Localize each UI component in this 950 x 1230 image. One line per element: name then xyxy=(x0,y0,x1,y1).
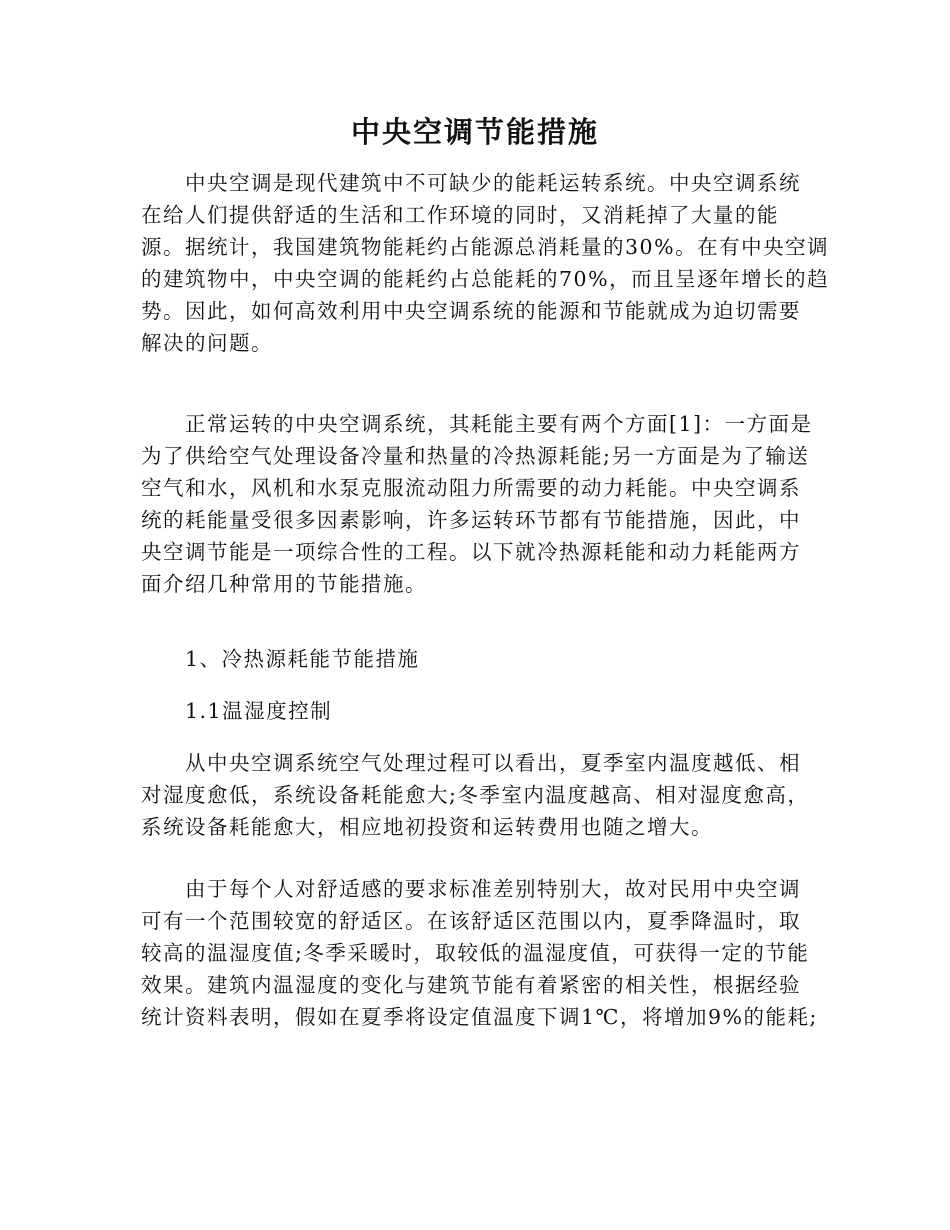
paragraph-1 xyxy=(141,167,830,359)
paragraph-4 xyxy=(141,873,818,1033)
paragraph-3 xyxy=(141,747,809,843)
heading-text: 1、冷热源耗能节能措施 xyxy=(185,647,420,671)
section-heading xyxy=(141,643,809,675)
paragraph-line: 效果。建筑内温湿度的变化与建筑节能有着紧密的相关性，根据经验 xyxy=(141,973,801,997)
paragraph-line: 对湿度愈低，系统设备耗能愈大;冬季室内温度越高、相对湿度愈高， xyxy=(141,783,810,807)
paragraph-line: 空气和水，风机和水泵克服流动阻力所需要的动力耗能。中央空调系 xyxy=(141,476,801,500)
paragraph-line: 的建筑物中，中央空调的能耗约占总能耗的70%，而且呈逐年增长的趋 xyxy=(141,267,830,291)
paragraph-line: 从中央空调系统空气处理过程可以看出，夏季室内温度越低、相 xyxy=(185,751,801,775)
paragraph-2 xyxy=(141,408,813,600)
document-title: 中央空调节能措施 xyxy=(350,115,599,149)
paragraph-line: 解决的问题。 xyxy=(141,331,273,355)
paragraph-line: 统计资料表明，假如在夏季将设定值温度下调1℃，将增加9%的能耗; xyxy=(141,1005,818,1029)
paragraph-line: 面介绍几种常用的节能措施。 xyxy=(141,572,427,596)
paragraph-line: 央空调节能是一项综合性的工程。以下就冷热源耗能和动力耗能两方 xyxy=(141,540,801,564)
paragraph-line: 正常运转的中央空调系统，其耗能主要有两个方面[1]：一方面是 xyxy=(185,412,813,436)
paragraph-line: 统的耗能量受很多因素影响，许多运转环节都有节能措施，因此，中 xyxy=(141,508,801,532)
paragraph-line: 中央空调是现代建筑中不可缺少的能耗运转系统。中央空调系统 xyxy=(185,171,801,195)
paragraph-line: 由于每个人对舒适感的要求标准差别特别大，故对民用中央空调 xyxy=(185,877,801,901)
paragraph-line: 可有一个范围较宽的舒适区。在该舒适区范围以内，夏季降温时，取 xyxy=(141,909,801,933)
paragraph-line: 较高的温湿度值;冬季采暖时，取较低的温湿度值，可获得一定的节能 xyxy=(141,941,810,965)
paragraph-line: 源。据统计，我国建筑物能耗约占能源总消耗量的30%。在有中央空调 xyxy=(141,235,830,259)
paragraph-line: 势。因此，如何高效利用中央空调系统的能源和节能就成为迫切需要 xyxy=(141,299,801,323)
paragraph-line: 在给人们提供舒适的生活和工作环境的同时，又消耗掉了大量的能 xyxy=(141,203,779,227)
subsection-heading xyxy=(141,695,809,727)
paragraph-line: 系统设备耗能愈大，相应地初投资和运转费用也随之增大。 xyxy=(141,815,713,839)
heading-text: 1.1温湿度控制 xyxy=(185,699,333,723)
paragraph-line: 为了供给空气处理设备冷量和热量的冷热源耗能;另一方面是为了输送 xyxy=(141,444,810,468)
